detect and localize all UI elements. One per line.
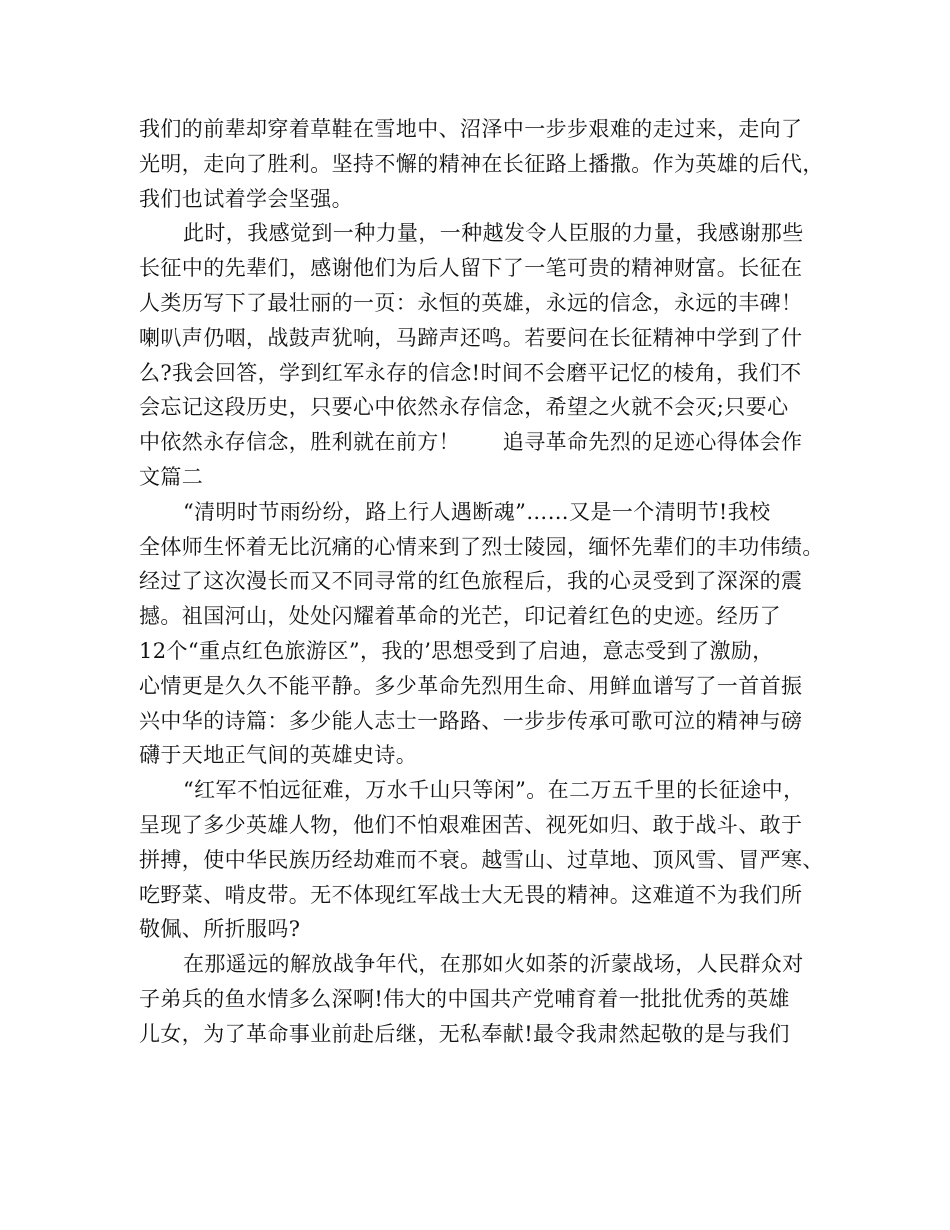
- text-line: 呈现了多少英雄人物，他们不怕艰难困苦、视死如归、敢于战斗、敢于: [139, 812, 803, 837]
- document-body: [139, 112, 829, 1052]
- text-line: 拼搏，使中华民族历经劫难而不衰。越雪山、过草地、顶风雪、冒严寒、: [139, 847, 824, 872]
- text-line: 撼。祖国河山，处处闪耀着革命的光芒，印记着红色的史迹。经历了: [139, 604, 781, 629]
- text-line: 我们的前辈却穿着草鞋在雪地中、沼泽中一步步艰难的走过来，走向了: [139, 117, 803, 141]
- text-line: 礴于天地正气间的英雄史诗。: [139, 743, 418, 768]
- text-line: 儿女，为了革命事业前赴后继，无私奉献!最令我肃然起敬的是与我们: [139, 1021, 790, 1046]
- text-line: 长征中的先辈们，感谢他们为后人留下了一笔可贵的精神财富。长征在: [139, 256, 803, 281]
- text-line: 12个“重点红色旅游区”，我的’思想受到了启迪，意志受到了激励，: [139, 638, 774, 663]
- text-line: 经过了这次漫长而又不同寻常的红色旅程后，我的心灵受到了深深的震: [139, 569, 803, 594]
- text-line: 人类历写下了最壮丽的一页：永恒的英雄，永远的信念，永远的丰碑！: [139, 290, 803, 315]
- text-line: 全体师生怀着无比沉痛的心情来到了烈士陵园，缅怀先辈们的丰功伟绩。: [139, 534, 824, 559]
- text-line: 敬佩、所折服吗?: [139, 917, 301, 942]
- text-line: 光明，走向了胜利。坚持不懈的精神在长征路上播撒。作为英雄的后代，: [139, 151, 824, 176]
- paragraph-first-line: “清明时节雨纷纷，路上行人遇断魂”……又是一个清明节!我校: [183, 499, 771, 524]
- text-line: 文篇二: [139, 464, 204, 489]
- text-line: 兴中华的诗篇：多少能人志士一路路、一步步传承可歌可泣的精神与磅: [139, 708, 803, 733]
- text-line: 心情更是久久不能平静。多少革命先烈用生命、用鲜血谱写了一首首振: [139, 673, 803, 698]
- text-line: 子弟兵的鱼水情多么深啊!伟大的中国共产党哺育着一批批优秀的英雄: [139, 986, 790, 1011]
- text-line: 我们也试着学会坚强。: [139, 186, 353, 211]
- text-line: 么?我会回答，学到红军永存的信念!时间不会磨平记忆的棱角，我们不: [139, 360, 802, 385]
- text-line: 吃野菜、啃皮带。无不体现红军战士大无畏的精神。这难道不为我们所: [139, 882, 803, 907]
- text-line: 中依然永存信念，胜利就在前方！ 追寻革命先烈的足迹心得体会作: [139, 430, 803, 455]
- paragraph-first-line: “红军不怕远征难，万水千山只等闲”。在二万五千里的长征途中，: [183, 778, 805, 803]
- paragraph-first-line: 此时，我感觉到一种力量，一种越发令人臣服的力量，我感谢那些: [183, 221, 804, 246]
- text-line: 会忘记这段历史，只要心中依然永存信念，希望之火就不会灭;只要心: [139, 395, 789, 420]
- text-line: 喇叭声仍咽，战鼓声犹响，马蹄声还鸣。若要问在长征精神中学到了什: [139, 325, 803, 350]
- paragraph-first-line: 在那遥远的解放战争年代，在那如火如荼的沂蒙战场，人民群众对: [183, 952, 804, 977]
